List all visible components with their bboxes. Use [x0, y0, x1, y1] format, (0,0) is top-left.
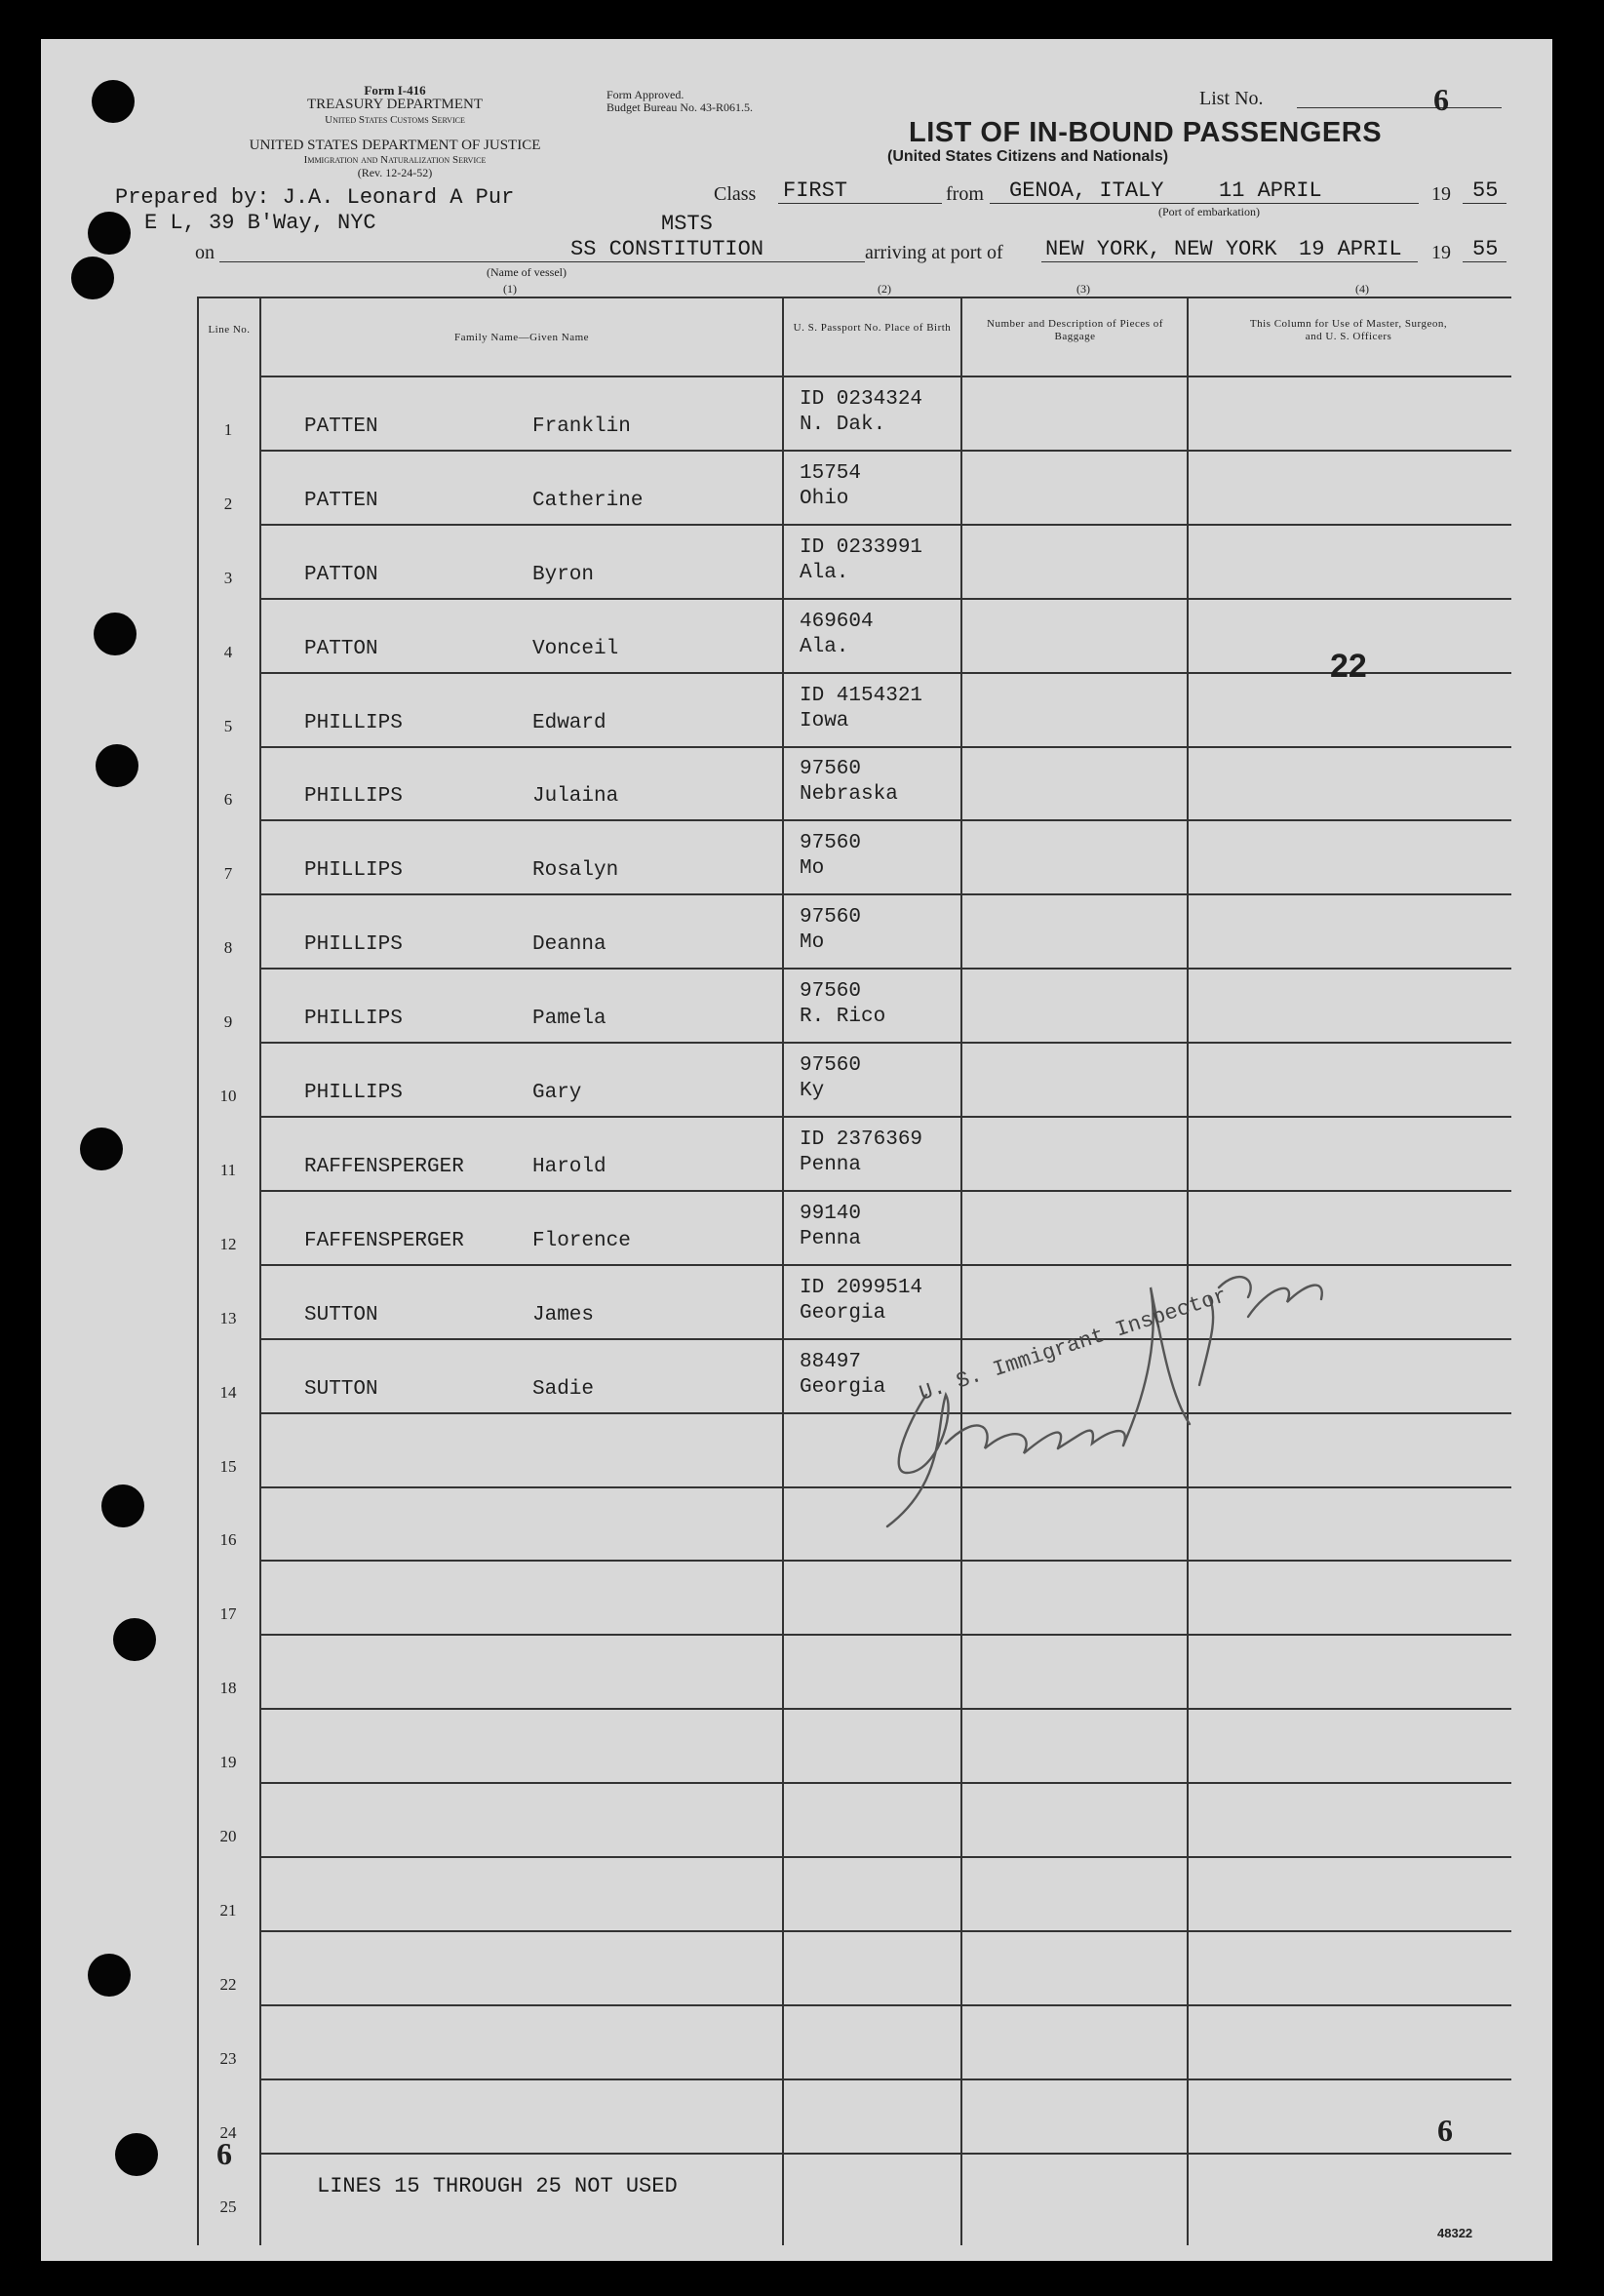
- line-number: 3: [223, 569, 233, 587]
- line-number: 8: [223, 938, 233, 957]
- page-mark-right: 6: [1437, 2113, 1453, 2148]
- place-of-birth: Georgia: [800, 1376, 886, 1399]
- given-name: Julaina: [532, 785, 619, 808]
- place-of-birth: Ohio: [800, 488, 849, 510]
- punch-hole: [94, 613, 137, 655]
- punch-hole: [71, 257, 114, 299]
- family-name: PATTEN: [304, 490, 378, 512]
- place-of-birth: Ky: [800, 1080, 825, 1102]
- port-embark-caption: (Port of embarkation): [1158, 205, 1260, 218]
- family-name: PHILLIPS: [304, 785, 403, 808]
- place-of-birth: R. Rico: [800, 1006, 886, 1028]
- line-number: 12: [219, 1235, 237, 1253]
- line-number: 18: [219, 1679, 237, 1697]
- family-name: PATTEN: [304, 416, 378, 438]
- given-name: Sadie: [532, 1378, 595, 1401]
- from-date: 11 APRIL: [1219, 178, 1322, 203]
- arrival-date: 19 APRIL: [1299, 237, 1402, 261]
- place-of-birth: Iowa: [800, 710, 849, 732]
- row-separator: [259, 1190, 1511, 1192]
- passport-number: 97560: [800, 758, 862, 780]
- list-no-underline: [1297, 107, 1502, 108]
- justice-department: UNITED STATES DEPARTMENT OF JUSTICE: [249, 138, 541, 153]
- officer-mark: 22: [1330, 648, 1367, 685]
- row-separator: [259, 1042, 1511, 1044]
- naturalization-service: Immigration and Naturalization Service: [303, 154, 487, 166]
- header-officers: This Column for Use of Master, Surgeon, and U. S. Officers: [1249, 318, 1448, 342]
- column-number-1: (1): [503, 282, 517, 296]
- passport-number: 97560: [800, 1054, 862, 1077]
- line-number: 24: [219, 2123, 237, 2142]
- family-name: PHILLIPS: [304, 933, 403, 956]
- row-separator: [259, 893, 1511, 895]
- table-border-left: [197, 297, 199, 2245]
- row-separator: [259, 1634, 1511, 1636]
- family-name: PATTON: [304, 638, 378, 660]
- line-number: 13: [219, 1309, 237, 1327]
- form-approved: Form Approved.: [606, 88, 685, 101]
- form-subtitle: (United States Citizens and Nationals): [887, 148, 1169, 165]
- arrival-year: 55: [1472, 237, 1499, 261]
- family-name: RAFFENSPERGER: [304, 1156, 464, 1178]
- row-separator: [259, 1116, 1511, 1118]
- line-number: 15: [219, 1457, 237, 1476]
- passport-number: ID 2099514: [800, 1277, 923, 1299]
- line-number: 11: [219, 1161, 237, 1179]
- line-number: 14: [219, 1383, 237, 1402]
- given-name: Catherine: [532, 490, 644, 512]
- line-number: 17: [219, 1604, 237, 1623]
- passport-number: ID 0233991: [800, 536, 923, 559]
- column-number-2: (2): [878, 282, 891, 296]
- family-name: PHILLIPS: [304, 859, 403, 882]
- family-name: PHILLIPS: [304, 712, 403, 734]
- passport-number: 97560: [800, 906, 862, 929]
- vessel-underline: [219, 261, 865, 262]
- header-passport: U. S. Passport No. Place of Birth: [793, 322, 952, 334]
- given-name: Gary: [532, 1082, 582, 1104]
- table-border-top: [197, 297, 1511, 298]
- row-separator: [259, 1930, 1511, 1932]
- passport-number: 15754: [800, 462, 862, 485]
- line-number: 6: [223, 790, 233, 809]
- line-number: 2: [223, 495, 233, 513]
- place-of-birth: Ala.: [800, 562, 849, 584]
- row-separator: [259, 968, 1511, 970]
- row-separator: [259, 1782, 1511, 1784]
- from-label: from: [946, 183, 984, 205]
- form-title: LIST OF IN-BOUND PASSENGERS: [909, 117, 1383, 148]
- table-divider-line-no: [259, 297, 261, 2245]
- vessel-name: SS CONSTITUTION: [570, 237, 764, 261]
- revision-date: (Rev. 12-24-52): [357, 166, 433, 179]
- given-name: Harold: [532, 1156, 606, 1178]
- row-separator: [259, 672, 1511, 674]
- row-separator: [259, 2004, 1511, 2006]
- arrival-year-underline: [1463, 261, 1506, 262]
- punch-hole: [88, 212, 131, 255]
- given-name: Byron: [532, 564, 595, 586]
- family-name: PHILLIPS: [304, 1082, 403, 1104]
- punch-hole: [92, 80, 135, 123]
- line-number: 16: [219, 1530, 237, 1549]
- row-separator: [259, 1856, 1511, 1858]
- passport-number: 97560: [800, 980, 862, 1003]
- passport-number: 97560: [800, 832, 862, 854]
- place-of-birth: Nebraska: [800, 783, 898, 806]
- family-name: SUTTON: [304, 1378, 378, 1401]
- row-separator: [259, 524, 1511, 526]
- passport-number: 88497: [800, 1351, 862, 1373]
- table-divider-name: [782, 297, 784, 2245]
- inspector-stamp: U. S. Immigrant Inspector: [917, 1284, 1231, 1406]
- punch-hole: [113, 1618, 156, 1661]
- vessel-prefix: MSTS: [661, 212, 713, 236]
- prepared-by: Prepared by: J.A. Leonard A Pur: [115, 185, 515, 210]
- row-separator: [259, 819, 1511, 821]
- table-header-bottom: [259, 376, 1511, 377]
- page-mark-left: 6: [216, 2136, 232, 2171]
- passport-number: 469604: [800, 611, 874, 633]
- signature-note: [1258, 1248, 1337, 1264]
- from-year-underline: [1463, 203, 1506, 204]
- passport-number: ID 4154321: [800, 685, 923, 707]
- footer-note: LINES 15 THROUGH 25 NOT USED: [317, 2174, 678, 2198]
- line-number: 5: [223, 717, 233, 735]
- budget-bureau: Budget Bureau No. 43-R061.5.: [606, 100, 753, 114]
- given-name: James: [532, 1304, 595, 1326]
- place-of-birth: Mo: [800, 857, 825, 880]
- passport-number: 99140: [800, 1203, 862, 1225]
- row-separator: [259, 1708, 1511, 1710]
- place-of-birth: Penna: [800, 1154, 862, 1176]
- line-number: 4: [223, 643, 233, 661]
- header-line-no: Line No.: [208, 324, 251, 336]
- family-name: PATTON: [304, 564, 378, 586]
- given-name: Edward: [532, 712, 606, 734]
- given-name: Franklin: [532, 416, 631, 438]
- from-year: 55: [1472, 178, 1499, 203]
- header-name: Family Name—Given Name: [453, 332, 590, 343]
- from-port: GENOA, ITALY: [1009, 178, 1164, 203]
- footer-code: 48322: [1437, 2226, 1473, 2240]
- punch-hole: [88, 1954, 131, 1997]
- document-page: [41, 39, 1552, 2261]
- line-number: 23: [219, 2049, 237, 2068]
- place-of-birth: Penna: [800, 1228, 862, 1250]
- class-underline: [778, 203, 942, 204]
- row-separator: [259, 746, 1511, 748]
- class-label: Class: [714, 183, 757, 205]
- passport-number: ID 0234324: [800, 388, 923, 411]
- arrival-year-prefix: 19: [1431, 242, 1451, 263]
- given-name: Vonceil: [532, 638, 619, 660]
- row-separator: [259, 2078, 1511, 2080]
- line-number: 7: [223, 864, 233, 883]
- row-separator: [259, 2153, 1511, 2155]
- punch-hole: [115, 2133, 158, 2176]
- line-number: 22: [219, 1975, 237, 1994]
- place-of-birth: Mo: [800, 931, 825, 954]
- treasury-department: TREASURY DEPARTMENT: [306, 97, 484, 112]
- on-label: on: [195, 242, 215, 263]
- from-year-prefix: 19: [1431, 183, 1451, 205]
- from-underline: [990, 203, 1419, 204]
- list-no-value: 6: [1433, 82, 1449, 117]
- passport-number: ID 2376369: [800, 1128, 923, 1151]
- line-number: 9: [223, 1012, 233, 1031]
- punch-hole: [96, 744, 138, 787]
- column-number-4: (4): [1355, 282, 1369, 296]
- given-name: Deanna: [532, 933, 606, 956]
- column-number-3: (3): [1076, 282, 1090, 296]
- family-name: PHILLIPS: [304, 1008, 403, 1030]
- form-number: Form I-416: [364, 83, 426, 98]
- arriving-label: arriving at port of: [865, 242, 1003, 263]
- place-of-birth: Georgia: [800, 1302, 886, 1325]
- line-number: 1: [223, 420, 233, 439]
- line-number: 21: [219, 1901, 237, 1920]
- header-baggage: Number and Description of Pieces of Baggage: [987, 318, 1163, 342]
- prepared-address: E L, 39 B'Way, NYC: [144, 211, 376, 235]
- family-name: SUTTON: [304, 1304, 378, 1326]
- place-of-birth: N. Dak.: [800, 414, 886, 436]
- arrival-port: NEW YORK, NEW YORK: [1045, 237, 1277, 261]
- customs-service: United States Customs Service: [325, 114, 465, 126]
- row-separator: [259, 450, 1511, 452]
- given-name: Pamela: [532, 1008, 606, 1030]
- vessel-caption: (Name of vessel): [487, 265, 567, 279]
- list-no-label: List No.: [1199, 88, 1264, 109]
- class-value: FIRST: [783, 178, 848, 203]
- punch-hole: [101, 1484, 144, 1527]
- given-name: Rosalyn: [532, 859, 619, 882]
- line-number: 25: [219, 2197, 237, 2216]
- signature: [999, 1305, 1066, 1321]
- line-number: 19: [219, 1753, 237, 1771]
- arrival-underline: [1041, 261, 1418, 262]
- line-number: 20: [219, 1827, 237, 1845]
- family-name: FAFFENSPERGER: [304, 1230, 464, 1252]
- given-name: Florence: [532, 1230, 631, 1252]
- punch-hole: [80, 1128, 123, 1170]
- line-number: 10: [219, 1087, 237, 1105]
- row-separator: [259, 598, 1511, 600]
- place-of-birth: Ala.: [800, 636, 849, 658]
